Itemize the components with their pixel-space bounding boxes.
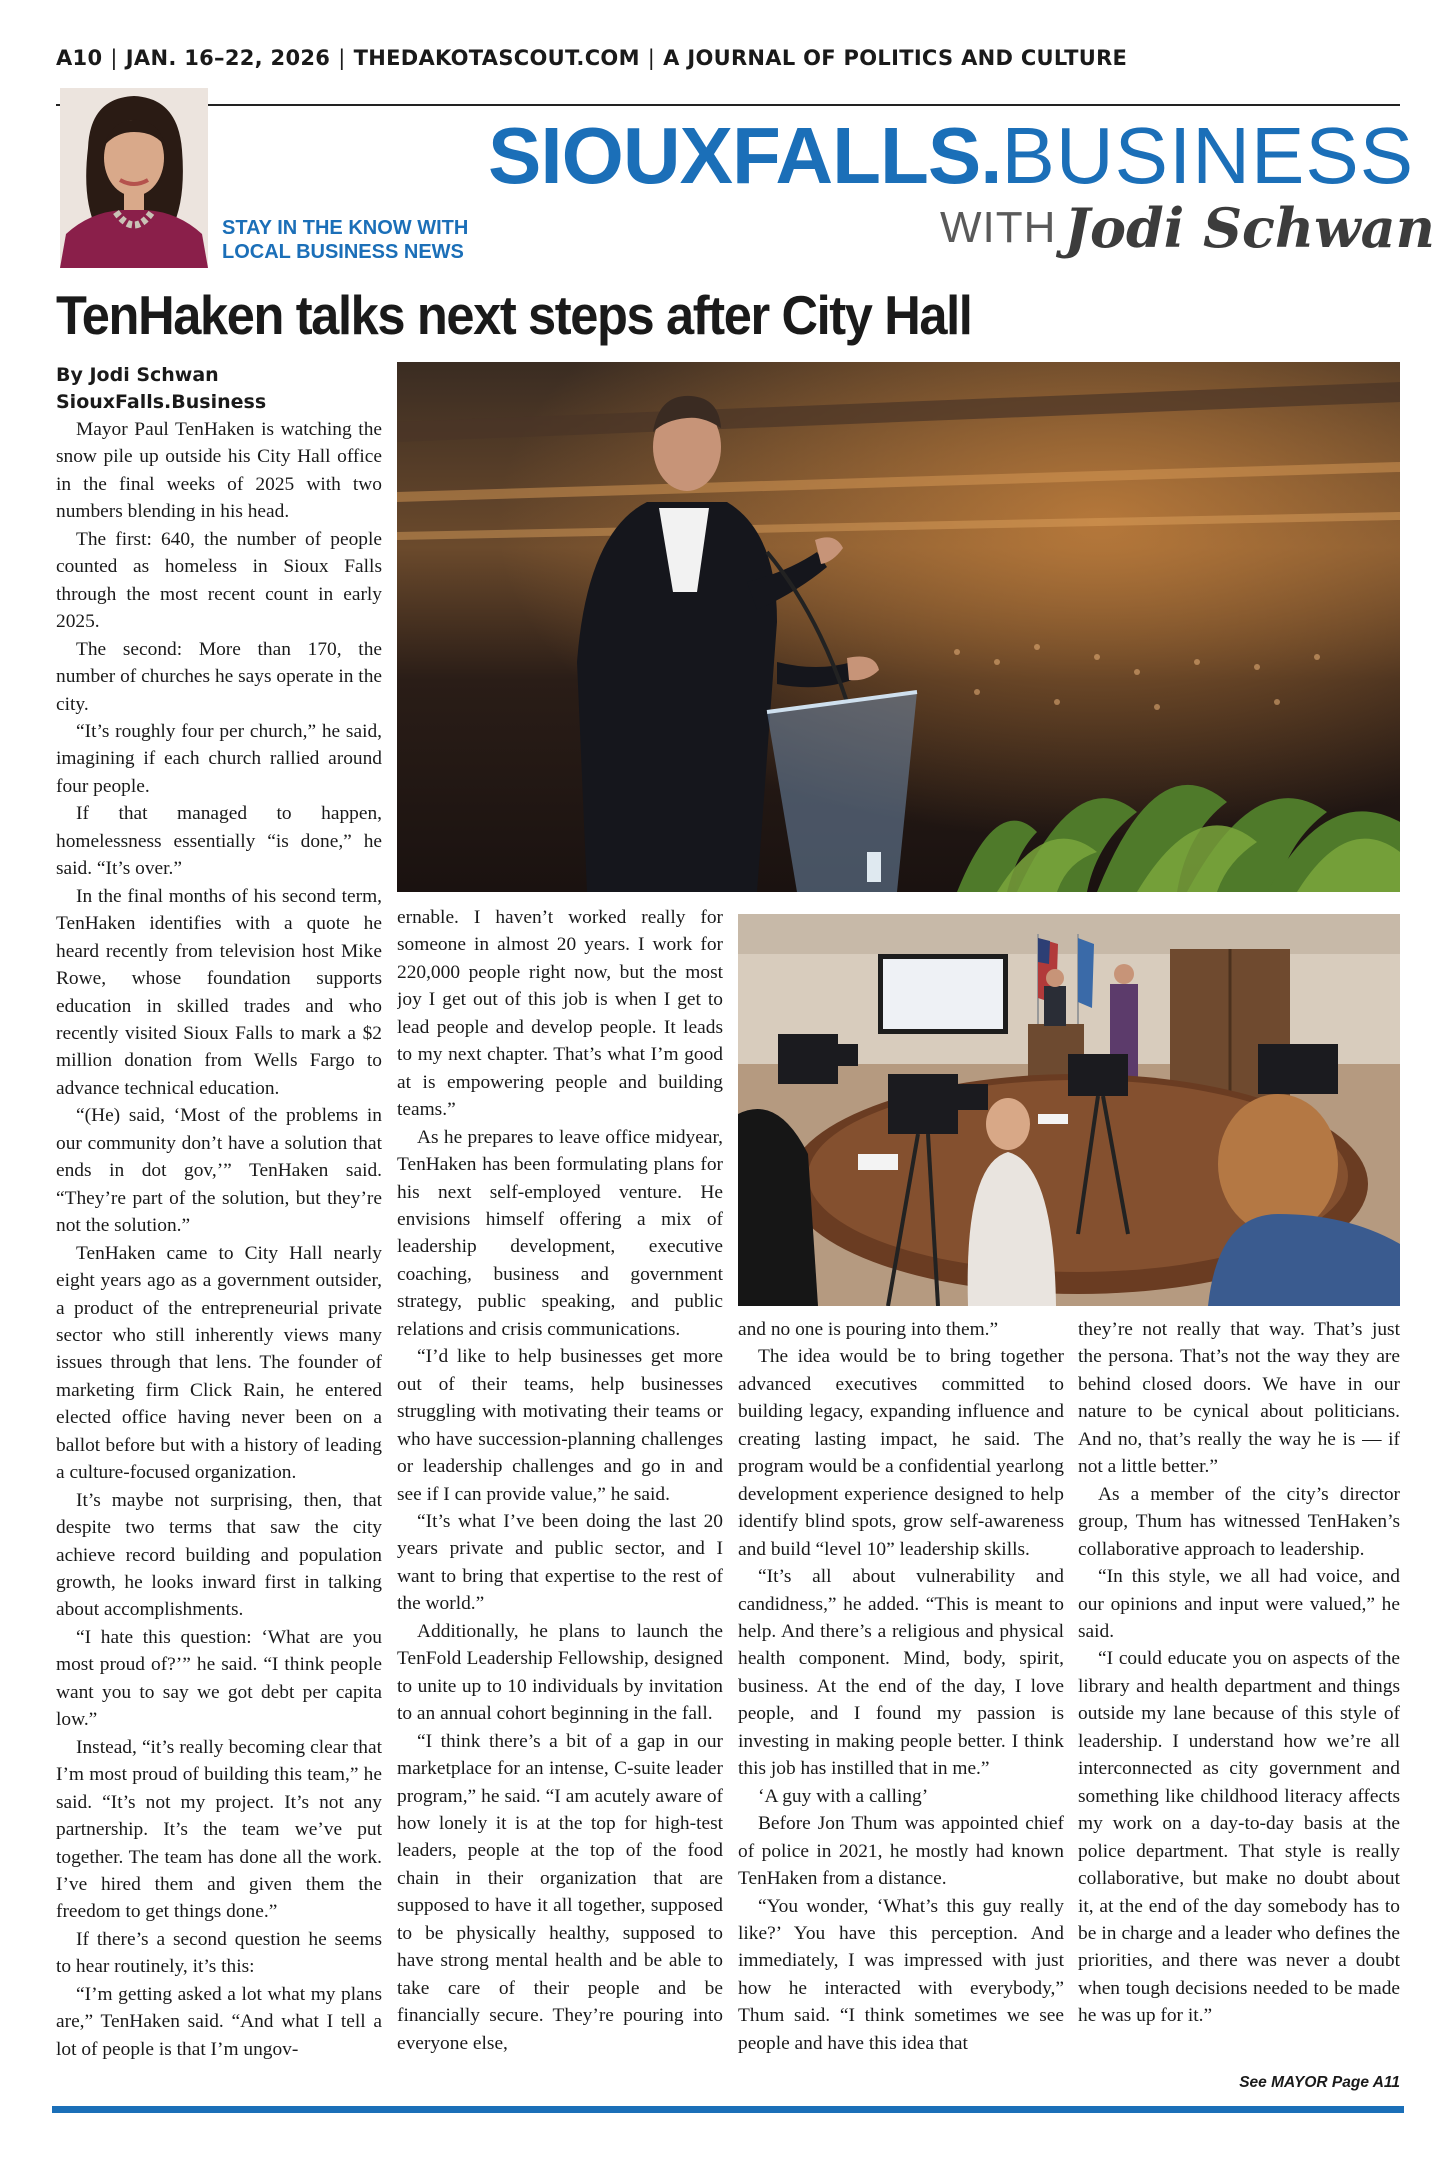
paragraph: As he prepares to leave office midyear, TenHaken has been formulating plans for his next self-employed venture. He envisions himself offering a mix of leadership development, executive coaching, business and government strategy, public speaking, and public relations and crisis communications. (397, 1126, 723, 1340)
paragraph: “I could educate you on aspects of the library and health department and things outside my lane because of this style of leadership. I understand how we’re all interconnected as city government and something like childhood literacy affects my work on a day-to-day basis at the police department. That style is really collaborative, but make no doubt about it, at the end of the day somebody has to be in charge and a leader who defines the priorities, and there was never a doubt when tough decisions needed to be made he was up for it.” (1078, 1648, 1400, 2027)
byline-author: By Jodi Schwan (56, 364, 219, 386)
author-signature: Jodi Schwan (1064, 196, 1435, 260)
paragraph: they’re not really that way. That’s just the persona. That’s not the way they are behind closed doors. We have in our nature to be cynical about politicians. And no, that’s really the way he is — if not a little better.” (1078, 1319, 1400, 1478)
paragraph: As a member of the city’s director group, Thum has witnessed TenHaken’s collaborative approach to leadership. (1078, 1483, 1400, 1560)
paragraph: “In this style, we all had voice, and our opinions and input were valued,” he said. (1078, 1566, 1400, 1642)
jump-line[interactable]: See MAYOR Page A11 (1239, 2074, 1400, 2091)
with-word: WITH (940, 203, 1057, 252)
article-column-4 (1078, 1316, 1400, 2076)
paragraph: “It’s roughly four per church,” he said, imagining if each church rallied around four people. (56, 720, 382, 797)
paragraph: Before Jon Thum was appointed chief of police in 2021, he mostly had known TenHaken from a distance. (738, 1813, 1064, 1890)
subhead: ‘A guy with a calling’ (758, 1785, 929, 1807)
paragraph: “It’s what I’ve been doing the last 20 years private and public sector, and I want to bring that expertise to the rest of the world.” (397, 1510, 723, 1615)
author-headshot (60, 88, 208, 268)
paragraph: “I’d like to help businesses get more out of their teams, help businesses struggling with motivating their teams or who have succession-planning challenges or leadership challenges and go in and see if I can provide value,” he said. (397, 1346, 723, 1505)
page-folio: A10 | JAN. 16–22, 2026 | THEDAKOTASCOUT.COM | A JOURNAL OF POLITICS AND CULTURE (56, 46, 1128, 70)
page-number: A10 (56, 46, 103, 70)
site-url[interactable]: THEDAKOTASCOUT.COM (353, 46, 640, 70)
paragraph: Additionally, he plans to launch the TenFold Leadership Fellowship, designed to unite up to 10 individuals by invitation to an annual cohort beginning in the fall. (397, 1620, 723, 1725)
publication-tagline: A JOURNAL OF POLITICS AND CULTURE (663, 46, 1128, 70)
paragraph: The first: 640, the number of people counted as homeless in Sioux Falls through the most recent count in early 2025. (56, 528, 382, 633)
paragraph: “It’s all about vulnerability and candidness,” he added. “This is meant to help. And there’s a religious and physical health component. Mind, body, spirit, business. At the end of the day, I love people, and I found my passion is investing in making people better. I think this job has instilled that in me.” (738, 1566, 1064, 1780)
article-column-2 (397, 904, 723, 2094)
article-column-1 (56, 362, 382, 2092)
issue-dates: JAN. 16–22, 2026 (125, 46, 331, 70)
press-conference-photo (738, 914, 1400, 1306)
article-headline: TenHaken talks next steps after City Hall (56, 284, 972, 346)
paragraph: “You wonder, ‘What’s this guy really like?’ You have this perception. And immediately, I was impressed with just how he interacted with everybody,” Thum said. “I think sometimes we see people and have this idea that (738, 1895, 1064, 2054)
byline-outlet: SiouxFalls.Business (56, 391, 267, 413)
paragraph: “I’m getting asked a lot what my plans are,” TenHaken said. “And what I tell a lot of people is that I’m ungov- (56, 1983, 382, 2060)
masthead-bold: SIOUXFALLS. (488, 111, 1002, 200)
paragraph: If that managed to happen, homelessness essentially “is done,” he said. “It’s over.” (56, 803, 382, 880)
paragraph: The idea would be to bring together advanced executives committed to building legacy, expanding influence and creating lasting impact, he said. The program would be a confidential yearlong development experience designed to help identify blind spots, grow self-awareness and build “level 10” leadership skills. (738, 1346, 1064, 1560)
paragraph: If there’s a second question he seems to hear routinely, it’s this: (56, 1928, 382, 1978)
header-rule (56, 104, 1400, 106)
paragraph: Instead, “it’s really becoming clear that I’m most proud of building this team,” he said. “It’s not my project. It’s not any partnership. It’s the team we’ve put together. The team has done all the work. I’ve hired them and given them the freedom to get things done.” (56, 1736, 382, 1923)
paragraph: In the final months of his second term, TenHaken identifies with a quote he heard recently from television host Mike Rowe, whose foundation supports education in skilled trades and who recently visited Sioux Falls to mark a $2 million donation from Wells Fargo to advance technical education. (56, 885, 382, 1099)
paragraph: and no one is pouring into them.” (738, 1319, 999, 1340)
masthead-light: BUSINESS (1001, 111, 1415, 200)
masthead-author-line (940, 196, 1435, 262)
paragraph: The second: More than 170, the number of churches he says operate in the city. (56, 638, 382, 715)
paragraph: Mayor Paul TenHaken is watching the snow pile up outside his City Hall office in the final weeks of 2025 with two numbers blending in his head. (56, 419, 382, 523)
paragraph: ernable. I haven’t worked really for someone in almost 20 years. I work for 220,000 people right now, but the most joy I get out of this job is when I get to lead people and develop people. It leads to my next chapter. That’s what I’m good at is empowering people and building teams.” (397, 907, 723, 1121)
section-masthead (488, 108, 1415, 204)
article-column-3 (738, 1316, 1064, 2094)
paragraph: TenHaken came to City Hall nearly eight years ago as a government outsider, a product of the entrepreneurial private sector who still inherently views many issues through that lens. The founder of marketing firm Click Rain, he entered elected office having never been on a ballot before but with a history of leading a culture-focused organization. (56, 1242, 382, 1484)
footer-rule (52, 2106, 1404, 2113)
paragraph: “I hate this question: ‘What are you most proud of?’” he said. “I think people want you to say we got debt per capita low.” (56, 1626, 382, 1731)
paragraph: “I think there’s a bit of a gap in our marketplace for an intense, C-suite leader program,” he said. “I am acutely aware of how lonely it is at the top for high-test leaders, people at the top of the food chain in their organization that are supposed to have it all together, supposed to be physically healthy, supposed to have strong mental health and be able to take care of their people and be financially secure. They’re pouring into everyone else, (397, 1730, 723, 2054)
promo-tagline: STAY IN THE KNOW WITH LOCAL BUSINESS NEWS (222, 217, 469, 263)
mayor-speaking-photo (397, 362, 1400, 892)
paragraph: It’s maybe not surprising, then, that despite two terms that saw the city achieve record building and population growth, he looks inward first in talking about accomplishments. (56, 1489, 382, 1621)
paragraph: “(He) said, ‘Most of the problems in our community don’t have a solution that ends in dot gov,’” TenHaken said. “They’re part of the solution, but they’re not the solution.” (56, 1105, 382, 1237)
